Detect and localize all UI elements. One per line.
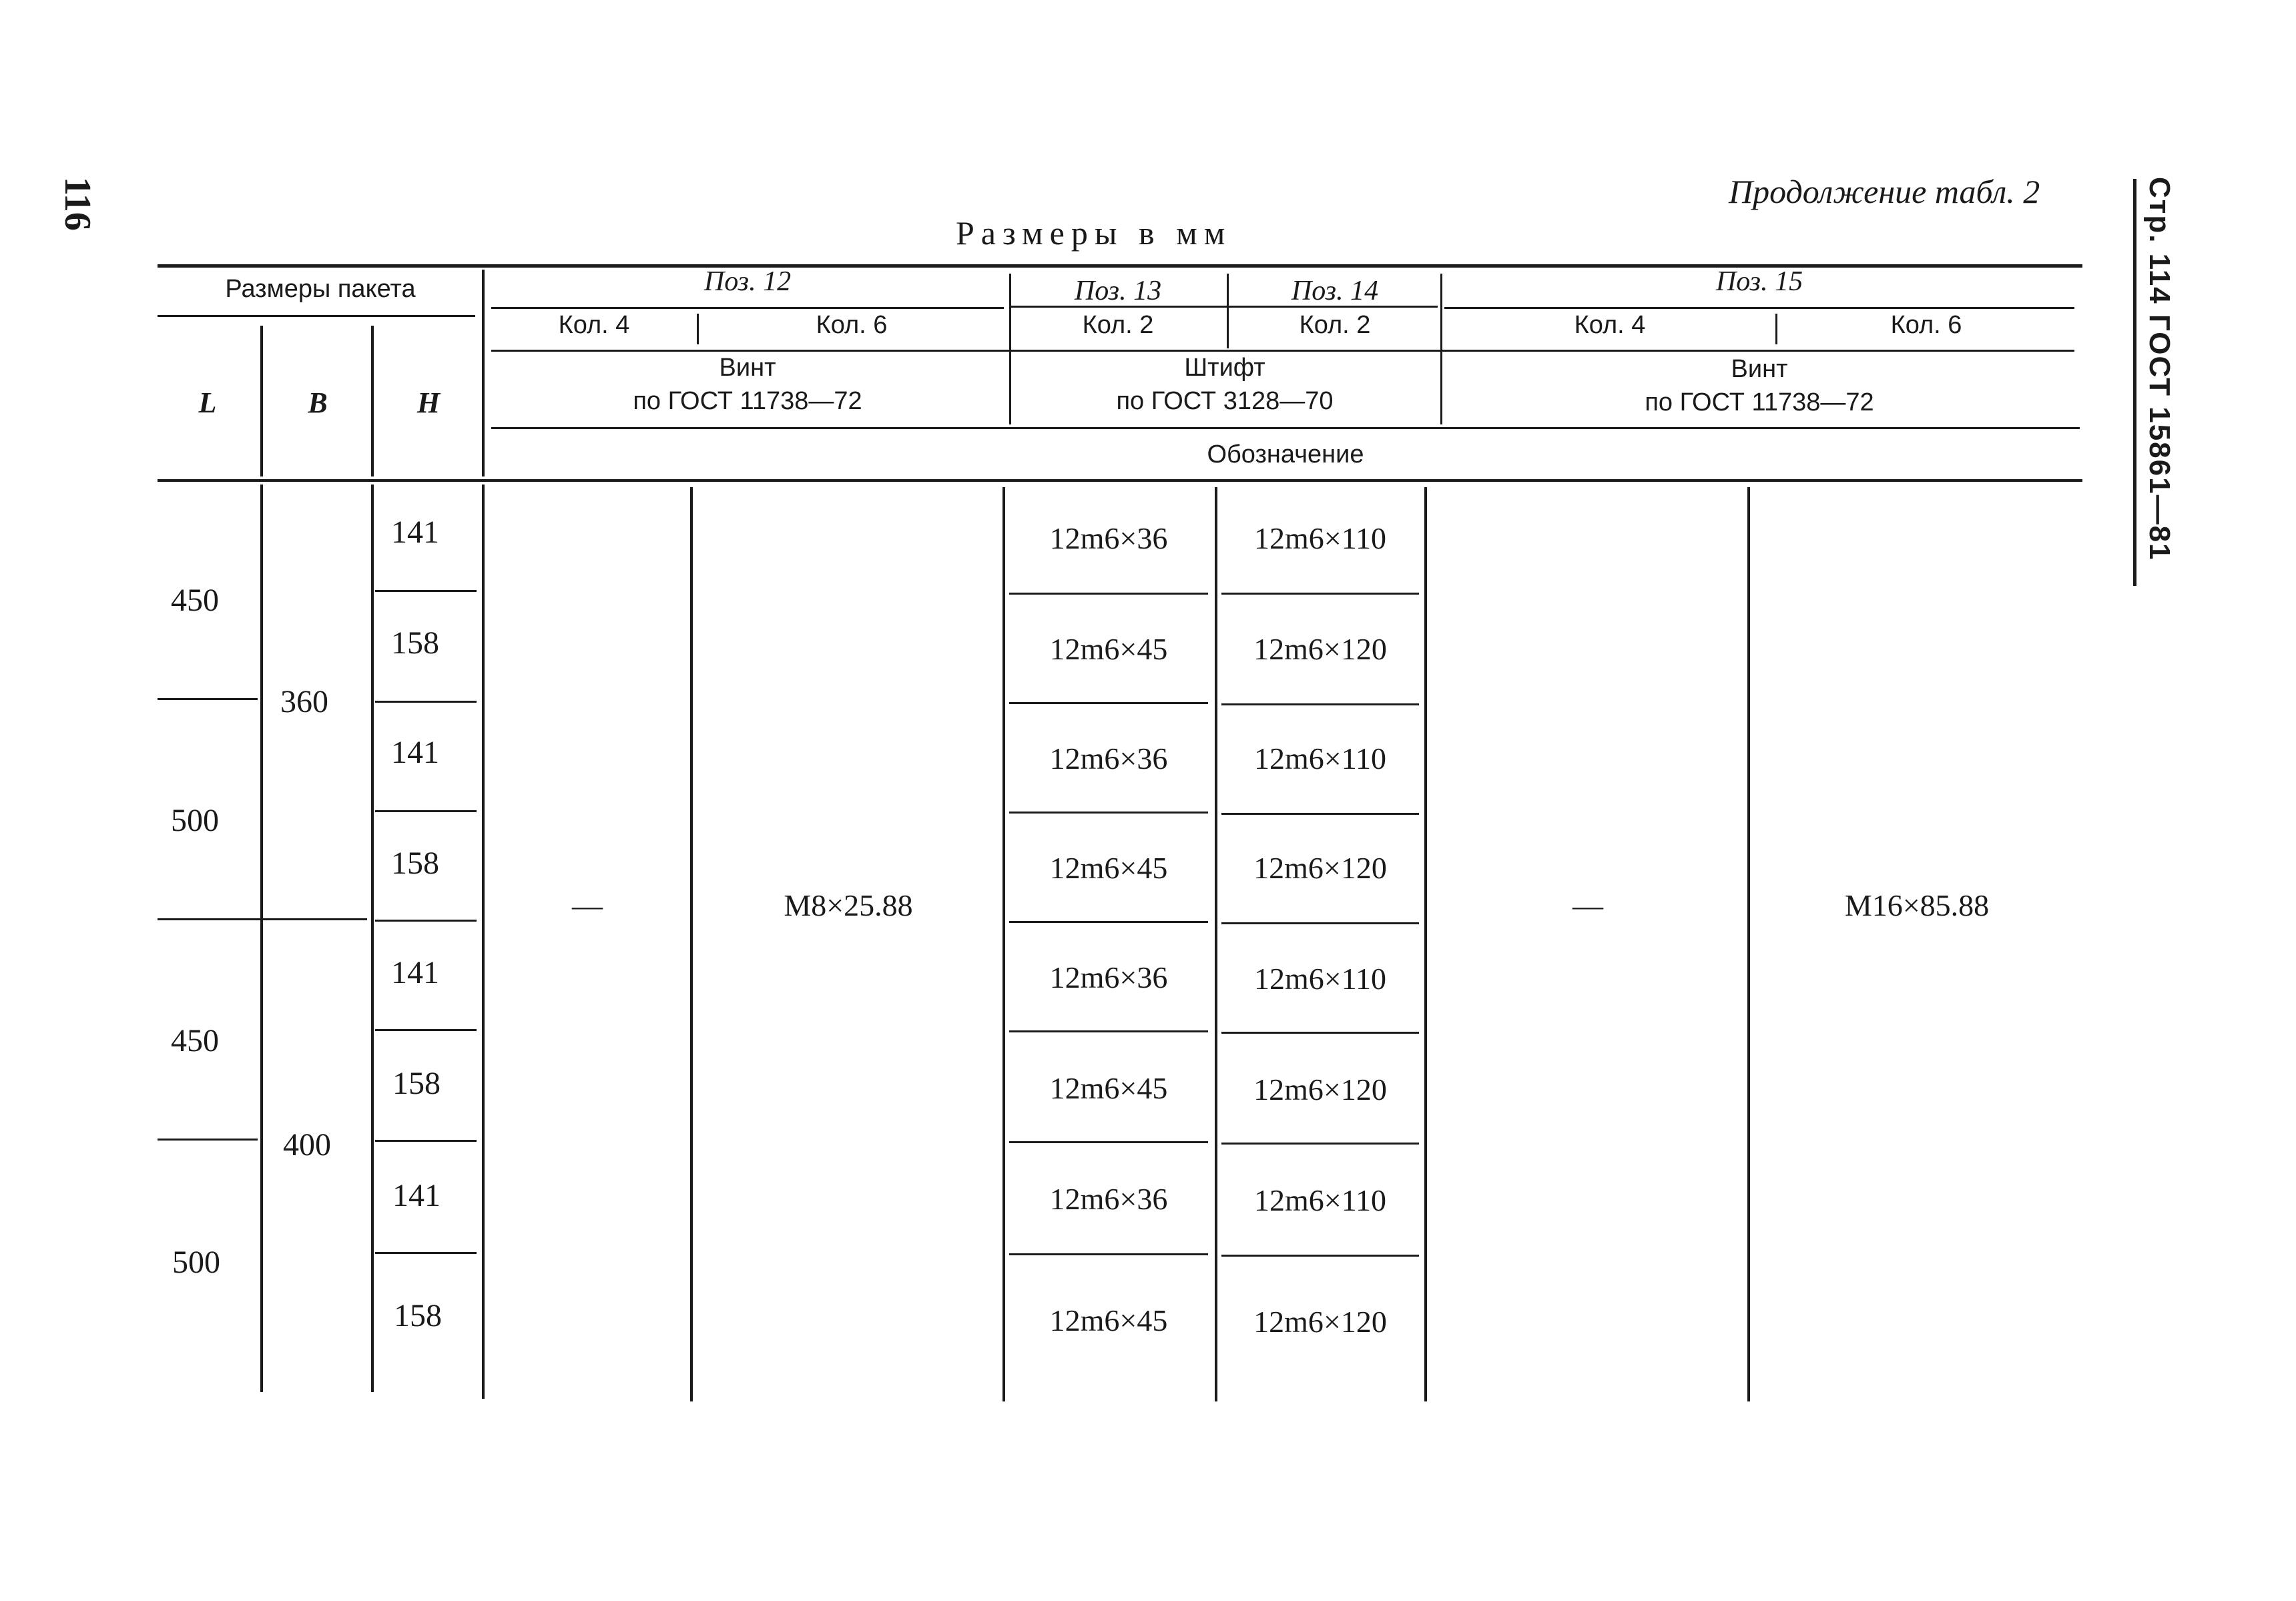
page-number: 116 bbox=[57, 177, 98, 231]
header-col-L: L bbox=[198, 386, 217, 419]
header-pos15-screw: Винт bbox=[1731, 355, 1788, 383]
pos13-cell: 12m6×36 bbox=[1049, 1182, 1168, 1216]
pos14-cell: 12m6×120 bbox=[1253, 632, 1387, 666]
header-pin: Штифт bbox=[1184, 354, 1265, 382]
header-pos12-qty4: Кол. 4 bbox=[558, 311, 630, 339]
header-pos13: Поз. 13 bbox=[1074, 276, 1162, 306]
header-col-B: B bbox=[308, 386, 328, 419]
L-cell: 450 bbox=[171, 1023, 219, 1058]
header-pos15-standard: по ГОСТ 11738—72 bbox=[1645, 388, 1874, 416]
header-pos12-screw: Винт bbox=[719, 354, 776, 382]
header-pos15-qty6: Кол. 6 bbox=[1890, 311, 1962, 339]
header-designation: Обозначение bbox=[1207, 440, 1364, 468]
document-side-label: Стр. 114 ГОСТ 15861—81 bbox=[2143, 177, 2176, 561]
L-cell: 500 bbox=[172, 1245, 220, 1280]
L-cell: 500 bbox=[171, 803, 219, 838]
H-cell: 158 bbox=[391, 846, 439, 881]
H-cell: 158 bbox=[394, 1298, 442, 1333]
pos13-cell: 12m6×45 bbox=[1049, 632, 1168, 666]
H-cell: 141 bbox=[391, 735, 439, 770]
header-package-sizes: Размеры пакета bbox=[225, 275, 416, 303]
B-cell: 360 bbox=[280, 684, 328, 719]
pos14-cell: 12m6×110 bbox=[1253, 962, 1386, 996]
units-caption: Размеры в мм bbox=[956, 214, 1232, 252]
pos13-cell: 12m6×36 bbox=[1049, 741, 1168, 775]
header-pos12-qty6: Кол. 6 bbox=[816, 311, 888, 339]
header-pos14: Поз. 14 bbox=[1291, 276, 1379, 306]
header-pos12: Поз. 12 bbox=[703, 266, 792, 297]
pos12-qty6-cell: М8×25.88 bbox=[784, 888, 913, 922]
B-cell: 400 bbox=[283, 1127, 331, 1163]
pos15-qty6-cell: М16×85.88 bbox=[1844, 888, 1990, 922]
header-pos14-qty2: Кол. 2 bbox=[1299, 311, 1371, 339]
pos13-cell: 12m6×36 bbox=[1049, 960, 1168, 994]
H-cell: 141 bbox=[391, 515, 439, 550]
pos13-cell: 12m6×45 bbox=[1049, 1303, 1168, 1337]
table-continuation-caption: Продолжение табл. 2 bbox=[1729, 173, 2040, 210]
pos14-cell: 12m6×110 bbox=[1253, 741, 1386, 775]
H-cell: 158 bbox=[392, 1066, 441, 1101]
header-pos13-qty2: Кол. 2 bbox=[1082, 311, 1154, 339]
H-cell: 141 bbox=[392, 1178, 441, 1213]
header-pin-standard: по ГОСТ 3128—70 bbox=[1116, 387, 1334, 415]
header-pos12-standard: по ГОСТ 11738—72 bbox=[633, 387, 862, 415]
pos13-cell: 12m6×45 bbox=[1049, 851, 1168, 885]
pos14-cell: 12m6×120 bbox=[1253, 1072, 1387, 1106]
header-col-H: H bbox=[416, 386, 441, 419]
header-pos15: Поз. 15 bbox=[1715, 266, 1803, 297]
pos14-cell: 12m6×120 bbox=[1253, 1305, 1387, 1339]
H-cell: 158 bbox=[391, 625, 439, 661]
pos14-cell: 12m6×110 bbox=[1253, 1183, 1386, 1217]
header-pos15-qty4: Кол. 4 bbox=[1574, 311, 1646, 339]
L-cell: 450 bbox=[171, 583, 219, 618]
pos14-cell: 12m6×120 bbox=[1253, 851, 1387, 885]
pos13-cell: 12m6×45 bbox=[1049, 1071, 1168, 1105]
pos15-qty4-cell: — bbox=[1572, 888, 1603, 922]
pos12-qty4-cell: — bbox=[572, 888, 603, 922]
H-cell: 141 bbox=[391, 955, 439, 990]
pos14-cell: 12m6×110 bbox=[1253, 521, 1386, 555]
pos13-cell: 12m6×36 bbox=[1049, 521, 1168, 555]
margin-rule bbox=[2133, 179, 2136, 586]
